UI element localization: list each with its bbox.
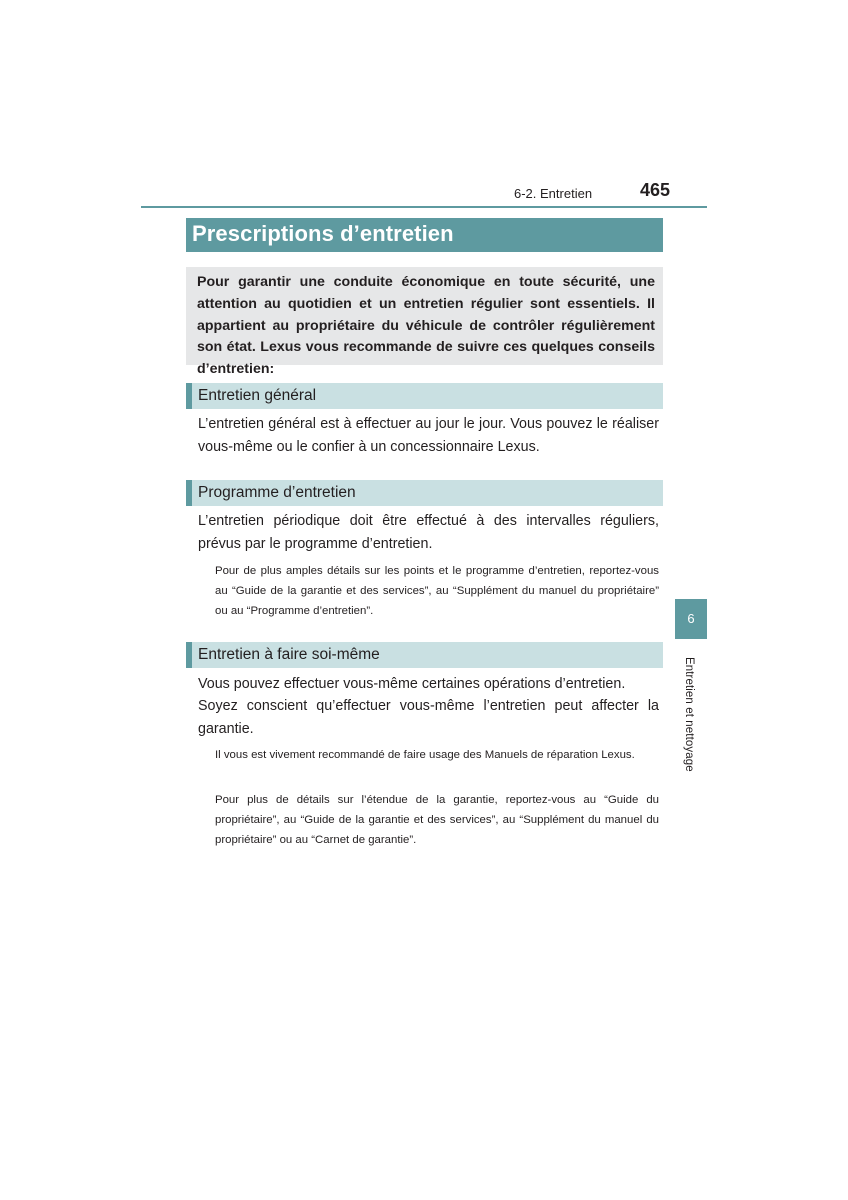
chapter-number: 6	[687, 611, 695, 626]
section-body-text: L’entretien général est à effectuer au jour le jour. Vous pouvez le réaliser vous-même ou le confier à un concessionnaire Lexus.	[198, 416, 659, 455]
chapter-label: Entretien et nettoyage	[683, 657, 695, 772]
page-title: Prescriptions d’entretien	[192, 221, 454, 246]
section-heading-entretien-soi-meme	[186, 642, 663, 668]
section-heading-entretien-general	[186, 383, 663, 409]
intro-text: Pour garantir une conduite économique en toute sécurité, une attention au quotidien et un entretien régulier sont essentiels. Il appartient au propriétaire du véhicule de contrôler régulièrement son état. Lexus vous recommande de suivre ces quelques conseils d’entretien:	[197, 274, 655, 378]
intro-box	[186, 267, 663, 378]
page-number: 465	[640, 180, 671, 200]
chapter-tab	[675, 599, 707, 639]
page-title-bar	[186, 218, 663, 252]
section-note: Pour plus de détails sur l’étendue de la garantie, reportez-vous au “Guide du propriétaire”, au “Guide de la garantie et des services”, au “Supplément du manuel du propriétaire” ou au “Carnet de garantie”.	[215, 794, 659, 847]
section-heading-text: Entretien général	[198, 387, 317, 404]
section-note: Il vous est vivement recommandé de faire usage des Manuels de réparation Lexus.	[215, 749, 635, 761]
header-divider	[141, 206, 707, 208]
section-note: Pour de plus amples détails sur les points et le programme d’entretien, reportez-vous au “Guide de la garantie et des services”, au “Supplément du manuel du propriétaire” ou au “Programme d’entretien”.	[215, 565, 659, 618]
section-heading-text: Programme d’entretien	[198, 484, 356, 501]
section-body-text: L’entretien périodique doit être effectué à des intervalles réguliers, prévus par le programme d’entretien.	[198, 513, 659, 552]
section-body-text: Vous pouvez effectuer vous-même certaines opérations d’entretien.	[198, 676, 626, 692]
section-body-text-2: Soyez conscient qu’effectuer vous-même l’entretien peut affecter la garantie.	[198, 698, 659, 737]
section-heading-text: Entretien à faire soi-même	[198, 646, 380, 663]
section-heading-programme-entretien	[186, 480, 663, 506]
section-reference: 6-2. Entretien	[514, 186, 593, 201]
